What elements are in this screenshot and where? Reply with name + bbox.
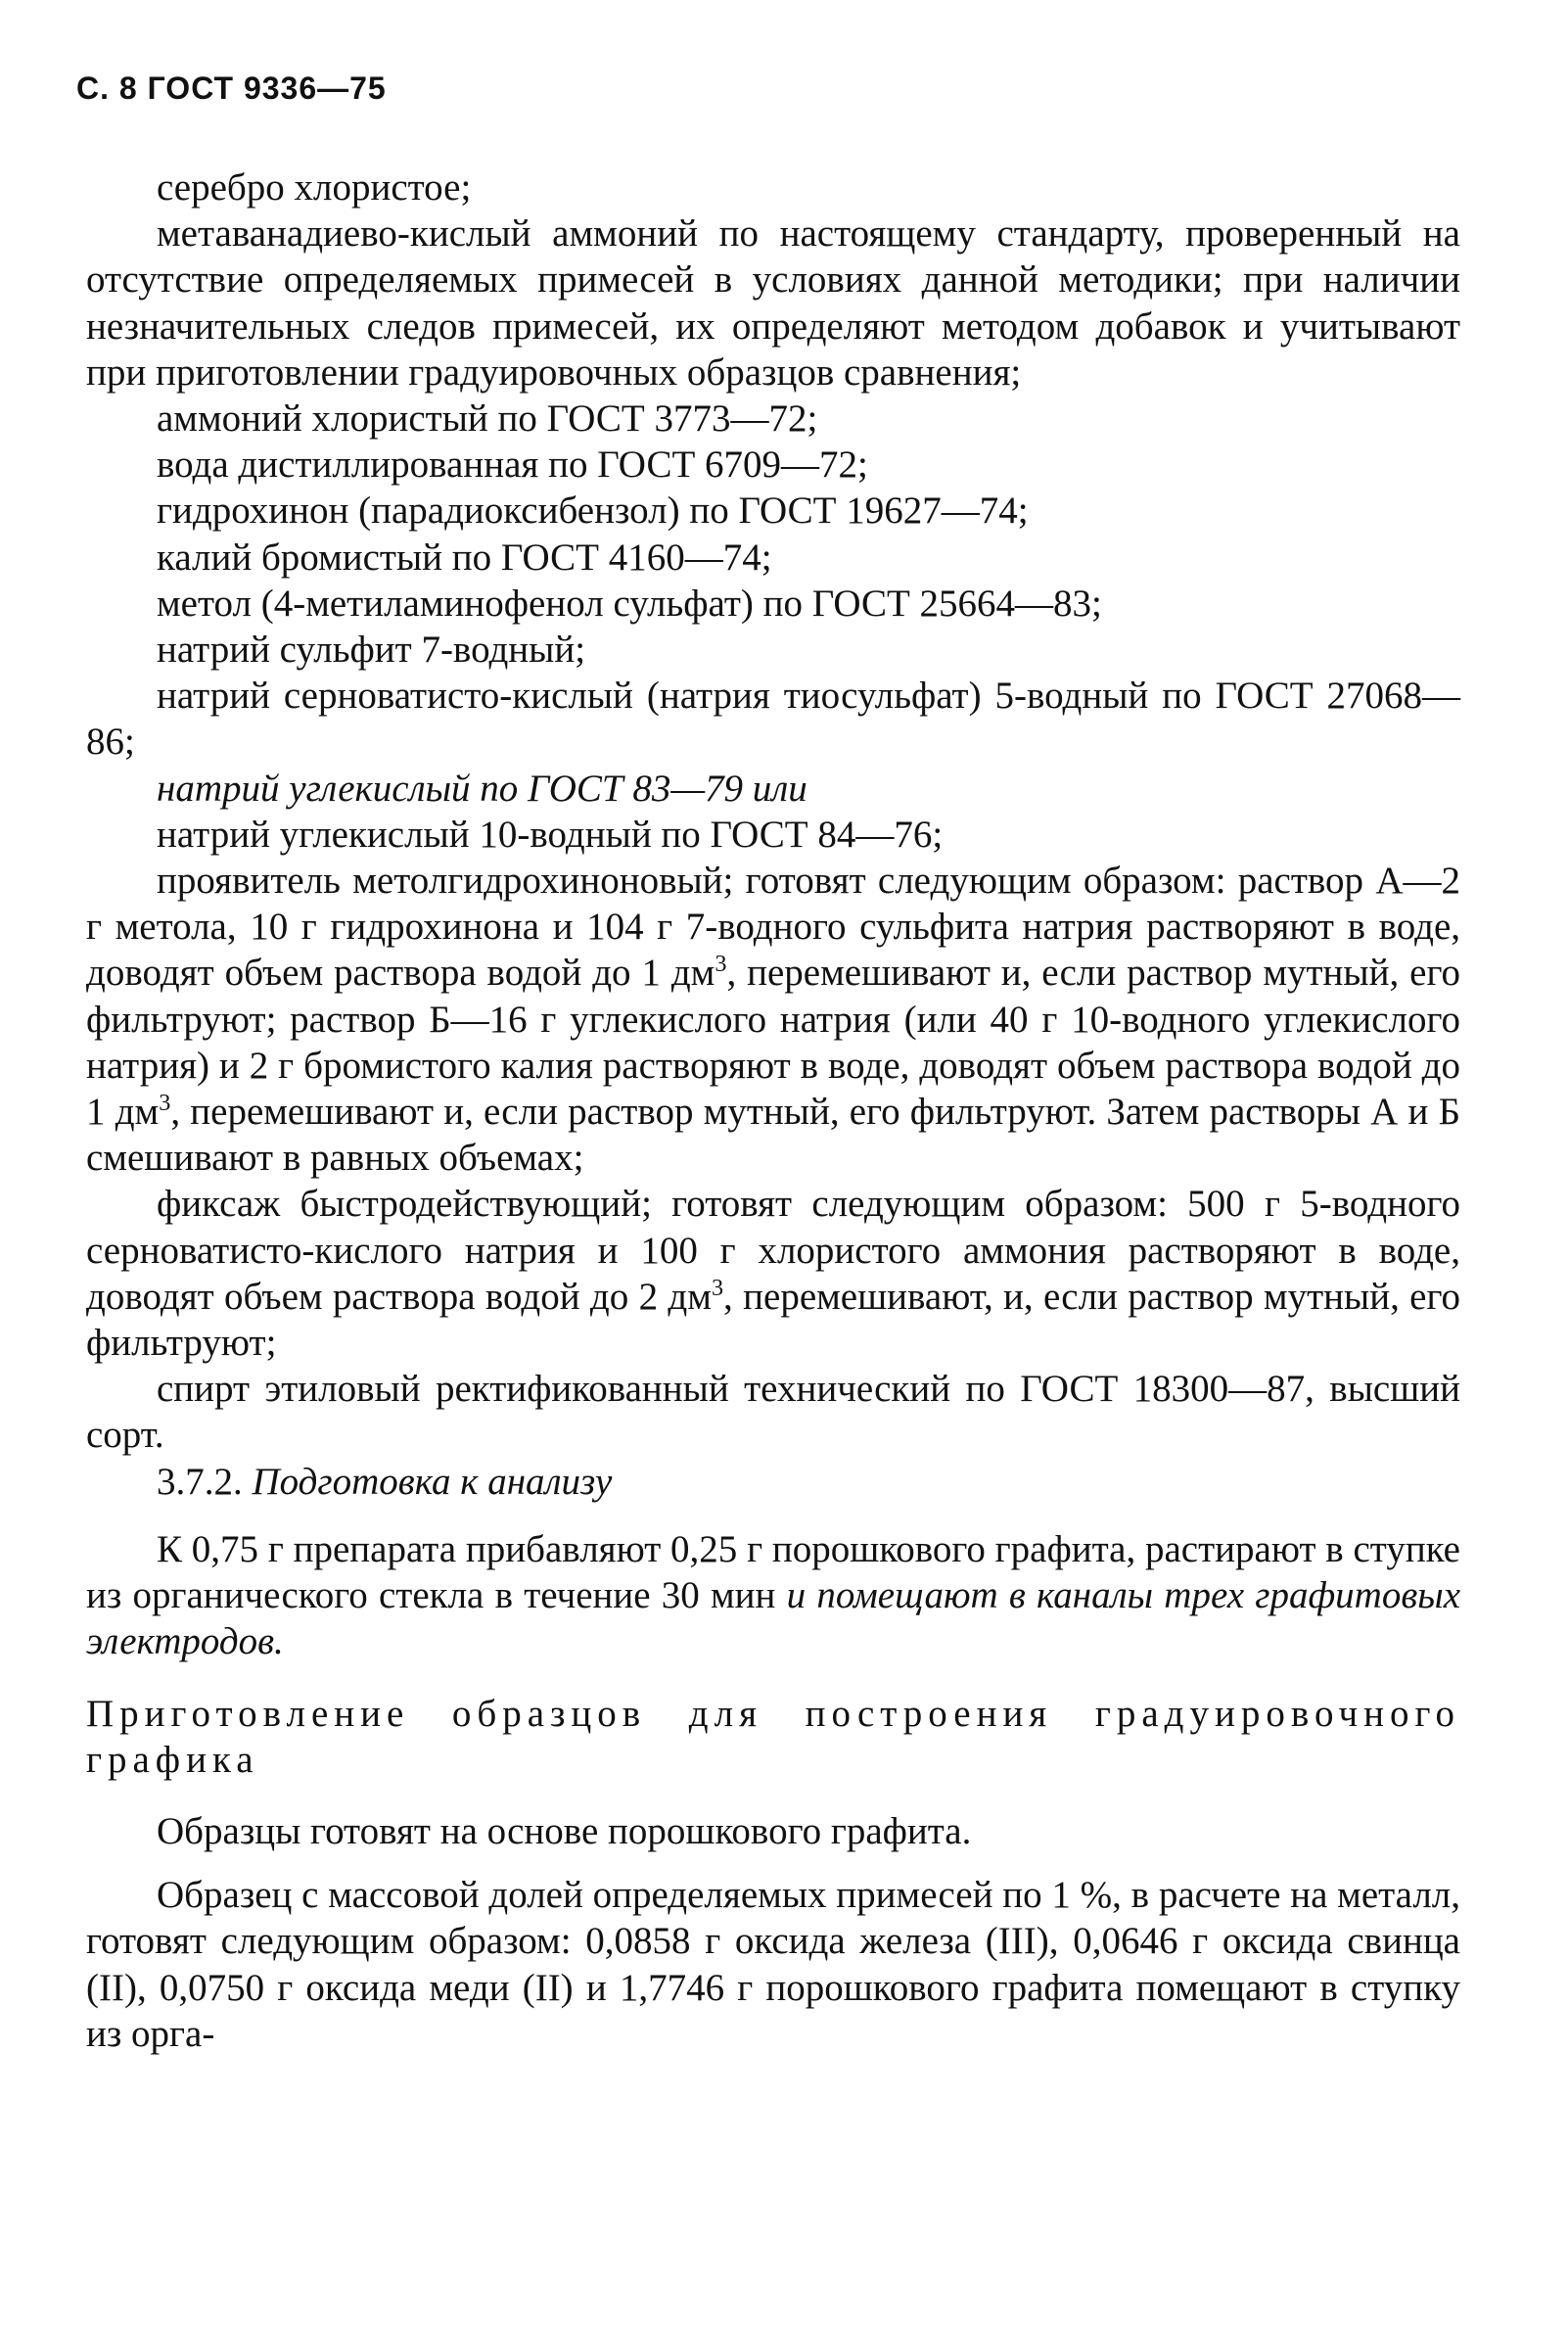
reagent-silver-chloride: серебро хлористое; (157, 166, 472, 209)
reagent-sodium-carbonate-10: натрий углекислый 10-водный по ГОСТ 84—76; (157, 813, 944, 856)
reagent-sodium-sulfite: натрий сульфит 7-водный; (157, 629, 586, 672)
reagent-fixer (86, 1181, 1460, 1366)
preparation-text-a: К 0,75 г препарата прибавляют 0,25 г порошкового графита, растирают в ступке из органического стекла в течение 30 мин (86, 1527, 1460, 1617)
developer-text-c: , перемешивают и, если раствор мутный, его фильтруют. Затем растворы А и Б смешивают в равных объемах; (86, 1091, 1460, 1180)
reagent-sodium-carbonate: натрий углекислый по ГОСТ 83—79 или (157, 767, 807, 810)
developer-sup-2: 3 (159, 1090, 171, 1117)
preparation-paragraph (86, 1526, 1460, 1665)
section-title: Подготовка к анализу (252, 1460, 613, 1503)
sample-1pct-paragraph: Образец с массовой долей определяемых примесей по 1 %, в расчете на металл, готовят следующим образом: 0,0858 г оксида железа (III), 0,0646 г оксида свинца (II), 0,0750 г оксида меди (II) и 1,7746 г порошкового графита помещают в ступку из орга- (86, 1874, 1460, 2055)
reagent-ethanol: спирт этиловый ректификованный технический по ГОСТ 18300—87, высший сорт. (86, 1368, 1460, 1457)
developer-text-a: проявитель метолгидрохиноновый; готовят следующим образом: раствор А—2 г метола, 10 г гидрохинона и 104 г 7-водного сульфита натрия растворяют в воде, доводят объем раствора водой до 1 дм (86, 860, 1460, 995)
reagent-metol: метол (4-метиламинофенол сульфат) по ГОСТ 25664—83; (157, 582, 1102, 625)
reagent-sodium-thiosulfate: натрий серноватисто-кислый (натрия тиосульфат) 5-водный по ГОСТ 27068—86; (86, 675, 1460, 764)
fixer-text-a: фиксаж быстродействующий; готовят следующим образом: 500 г 5-водного серноватисто-кислого натрия и 100 г хлористого аммония растворяют в воде, доводят объем раствора водой до 2 дм (86, 1183, 1460, 1318)
developer-sup-1: 3 (715, 951, 727, 978)
fixer-text-b: , перемешивают, и, если раствор мутный, его фильтруют; (86, 1275, 1460, 1365)
section-number: 3.7.2. (157, 1460, 243, 1503)
developer-text-b: , перемешивают и, если раствор мутный, его фильтруют; раствор Б—16 г углекислого натрия (или 40 г 10-водного углекислого натрия) и 2 г бромистого калия растворяют в воде, доводят объем раствора водой до 1 дм (86, 952, 1460, 1134)
section-heading (86, 1459, 1460, 1505)
reagent-hydroquinone: гидрохинон (парадиоксибензол) по ГОСТ 19627—74; (157, 490, 1029, 533)
body-text (86, 164, 1460, 2057)
fixer-sup: 3 (711, 1274, 724, 1301)
reagent-developer (86, 858, 1460, 1181)
reagent-ammonium-chloride: аммоний хлористый по ГОСТ 3773—72; (157, 397, 818, 441)
preparation-text-b: и помещают в каналы трех графитовых электродов. (86, 1574, 1461, 1663)
subheading: Приготовление образцов для построения градуировочного графика (86, 1692, 1460, 1781)
samples-basis-paragraph: Образцы готовят на основе порошкового графита. (157, 1809, 972, 1852)
reagent-ammonium-metavanadate: метаванадиево-кислый аммоний по настоящему стандарту, проверенный на отсутствие определяемых примесей в условиях данной методики; при наличии незначительных следов примесей, их определяют методом добавок и учитывают при приготовлении градуировочных образцов сравнения; (86, 212, 1460, 394)
running-head: С. 8 ГОСТ 9336—75 (76, 70, 387, 106)
reagent-distilled-water: вода дистиллированная по ГОСТ 6709—72; (157, 443, 868, 487)
reagent-potassium-bromide: калий бромистый по ГОСТ 4160—74; (157, 536, 772, 579)
